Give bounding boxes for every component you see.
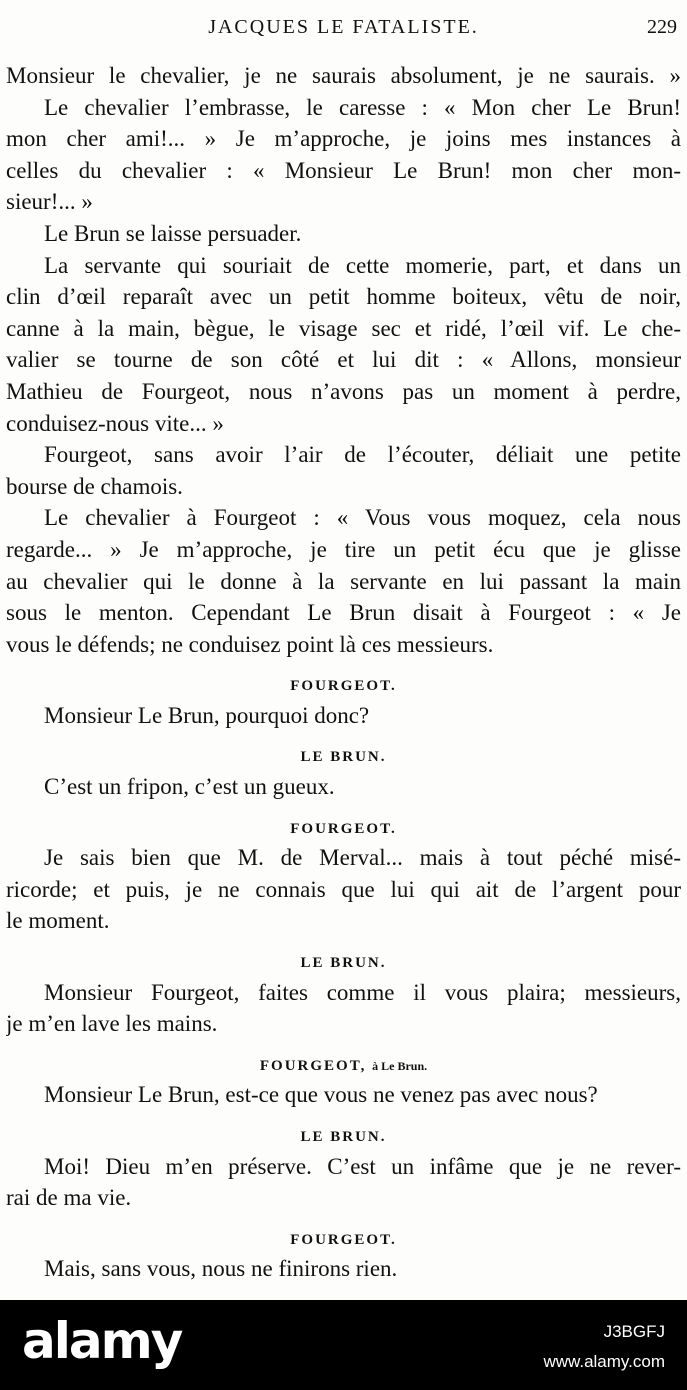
speaker-heading (6, 1048, 681, 1080)
text-line: vous le défends; ne conduisez point là ces messieurs. (6, 631, 494, 657)
text-line: canne à la main, bègue, le visage sec et ridé, l’œil vif. Le che- (6, 315, 681, 341)
stage-direction: à Le Brun. (372, 1058, 428, 1073)
page-number: 229 (647, 16, 677, 38)
speaker-heading: LE BRUN. (300, 749, 387, 766)
text-line: La servante qui souriait de cette momerie, part, et dans un (44, 252, 681, 278)
text-line: mon cher ami!... » Je m’approche, je joins mes instances à (6, 126, 681, 152)
speaker-name: FOURGEOT, (259, 1057, 367, 1074)
speaker-heading: FOURGEOT. (290, 820, 397, 837)
dialogue-line: C’est un fripon, c’est un gueux. (44, 774, 335, 800)
text-line: sous le menton. Cependant Le Brun disait à Fourgeot : « Je (6, 600, 681, 626)
speaker-heading: LE BRUN. (300, 1129, 387, 1145)
site-url: www.alamy.com (543, 1352, 665, 1371)
alamy-logo: alamy (22, 1312, 182, 1370)
watermark-footer (0, 1300, 687, 1390)
speaker-heading: LE BRUN. (300, 955, 387, 972)
speaker-heading: FOURGEOT. (290, 678, 397, 695)
image-id: J3BGFJ (603, 1322, 665, 1341)
text-line: Le chevalier à Fourgeot : « Vous vous moquez, cela nous (44, 505, 681, 531)
dialogue-line: rai de ma vie. (6, 1185, 132, 1211)
text-line: Mathieu de Fourgeot, nous n’avons pas un moment à perdre, (6, 378, 681, 404)
text-line: bourse de chamois. (6, 473, 183, 499)
page-text (6, 60, 681, 1285)
dialogue-line: ricorde; et puis, je ne connais que lui qui ait de l’argent pour (6, 876, 681, 902)
text-line: Le chevalier l’embrasse, le caresse : « Mon cher Le Brun! (44, 94, 681, 120)
text-line: clin d’œil reparaît avec un petit homme boiteux, vêtu de noir, (6, 284, 681, 310)
text-line: celles du chevalier : « Monsieur Le Brun! mon cher mon- (6, 157, 681, 183)
text-line: Monsieur le chevalier, je ne saurais absolument, je ne saurais. » (6, 63, 681, 88)
running-title: JACQUES LE FATALISTE. (208, 16, 479, 38)
dialogue-line: je m’en lave les mains. (6, 1011, 218, 1037)
dialogue-line: Mais, sans vous, nous ne finirons rien. (44, 1256, 398, 1282)
dialogue-line: Moi! Dieu m’en préserve. C’est un infâme que je ne rever- (44, 1153, 681, 1179)
text-line: conduisez-nous vite... » (6, 410, 224, 436)
dialogue-line: Je sais bien que M. de Merval... mais à tout péché misé- (44, 845, 681, 871)
dialogue-line: Monsieur Le Brun, est-ce que vous ne venez pas avec nous? (44, 1082, 598, 1108)
dialogue-line: Monsieur Fourgeot, faites comme il vous plaira; messieurs, (44, 979, 681, 1005)
text-line: sieur!... » (6, 189, 93, 215)
text-line: Fourgeot, sans avoir l’air de l’écouter, déliait une petite (44, 442, 681, 468)
text-line: regarde... » Je m’approche, je tire un petit écu que je glisse (6, 536, 681, 562)
speaker-heading: FOURGEOT. (290, 1231, 397, 1248)
text-line: Le Brun se laisse persuader. (44, 220, 302, 246)
dialogue-line: le moment. (6, 908, 110, 934)
text-line: au chevalier qui le donne à la servante en lui passant la main (6, 568, 681, 594)
text-line: valier se tourne de son côté et lui dit : « Allons, monsieur (6, 347, 681, 373)
dialogue-line: Monsieur Le Brun, pourquoi donc? (44, 702, 370, 728)
